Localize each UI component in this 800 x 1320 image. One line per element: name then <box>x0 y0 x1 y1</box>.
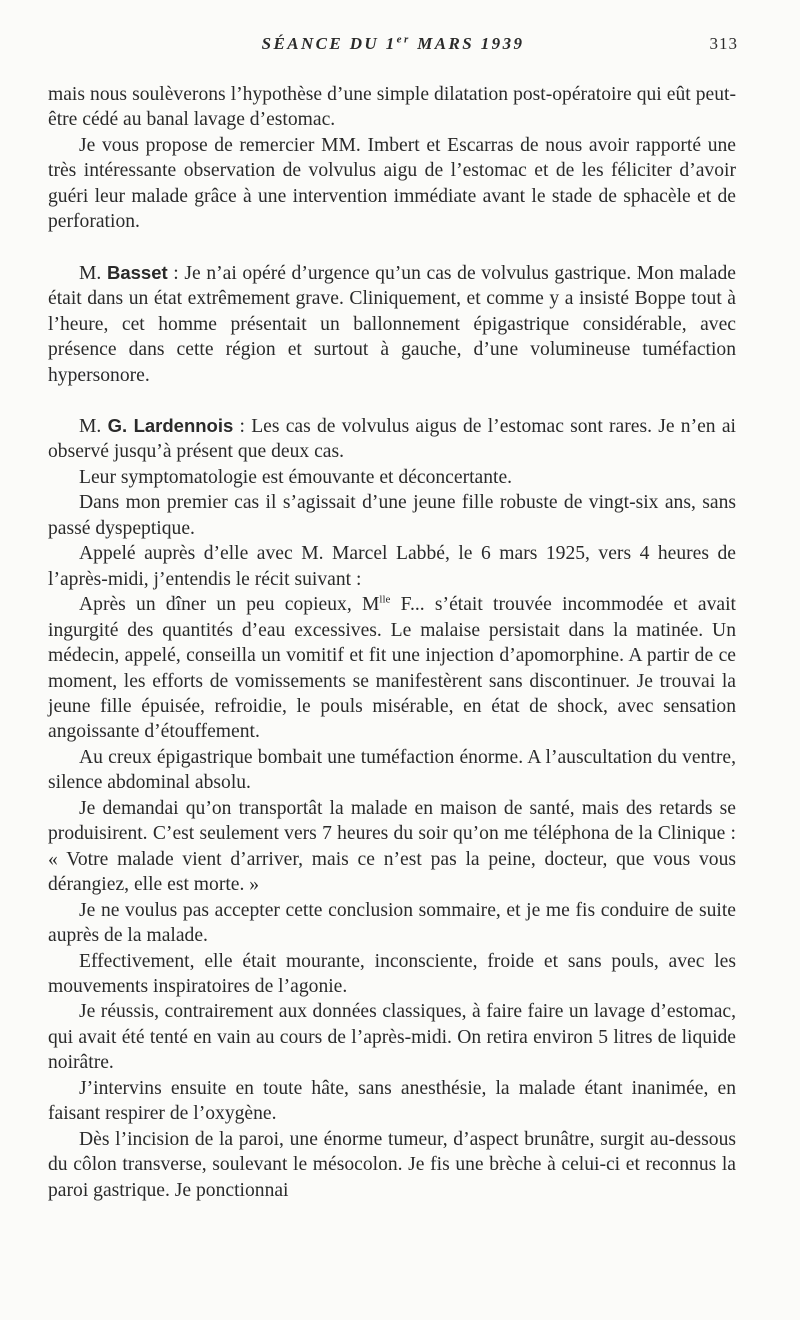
running-title: SÉANCE DU 1er MARS 1939 <box>261 33 525 53</box>
paragraph: J’intervins ensuite en toute hâte, sans anesthésie, la malade étant inanimée, en faisant respirer de l’oxygène. <box>48 1077 736 1125</box>
paragraph: Dès l’incision de la paroi, une énorme tumeur, d’aspect brunâtre, surgit au-dessous du côlon transverse, soulevant le mésocolon. Je fis une brèche à celui-ci et reconnus la paroi gastrique. Je ponctionnai <box>48 1128 736 1201</box>
paragraph: Je demandai qu’on transportât la malade en maison de santé, mais des retards se produisirent. C’est seulement vers 7 heures du soir qu’on me téléphona de la Clinique : « Votre malade vient d’arriver, mais ce n’est pas la peine, docteur, que vous vous dérangiez, elle est morte. » <box>48 797 736 896</box>
paragraph: Au creux épigastrique bombait une tuméfaction énorme. A l’auscultation du ventre, silence abdominal absolu. <box>48 746 736 794</box>
paragraph-basset: M. Basset : Je n’ai opéré d’urgence qu’un cas de volvulus gastrique. Mon malade était dans un état extrêmement grave. Cliniquement, et comme y a insisté Boppe tout à l’heure, cet homme présentait un ballonnement épigastrique considérable, avec présence dans cette région et surtout à gauche, d’une volumineuse tuméfaction hypersonore. <box>48 261 736 386</box>
paragraph: Effectivement, elle était mourante, inconsciente, froide et sans pouls, avec les mouvements inspiratoires de l’agonie. <box>48 950 736 997</box>
paragraph: Je vous propose de remercier MM. Imbert et Escarras de nous avoir rapporté une très intéressante observation de volvulus aigu de l’estomac et de les féliciter d’avoir guéri leur malade grâce à une intervention immédiate avant le stade de sphacèle et de perforation. <box>48 134 736 233</box>
paragraph: Dans mon premier cas il s’agissait d’une jeune fille robuste de vingt-six ans, sans passé dyspeptique. <box>48 492 736 539</box>
speaker-name: Basset <box>106 261 168 283</box>
paragraph: Leur symptomatologie est émouvante et déconcertante. <box>79 466 513 488</box>
paragraph: Après un dîner un peu copieux, $M^{lle}$ F... s’était trouvée incommodée et avait ingurgité des quantités d’eau excessives. Le malaise persistait dans la matinée. Un médecin, appelé, conseilla un vomitif et fit une injection d’apomorphine. A partir de ce moment, les efforts de vomissements se manifestèrent sans discontinuer. Je trouvai la jeune fille épuisée, refroidie, le pouls misérable, en état de shock, avec sensation angoissante d’étouffement. <box>48 593 736 743</box>
speaker-name: G. Lardennois <box>107 414 234 436</box>
page-header <box>48 34 738 60</box>
paragraph-lardennois: M. G. Lardennois : Les cas de volvulus aigus de l’estomac sont rares. Je n’en ai observé jusqu’à présent que deux cas. <box>48 414 736 463</box>
paragraph: Je réussis, contrairement aux données classiques, à faire faire un lavage d’estomac, qui avait été tenté en vain au cours de l’après-midi. On retira environ 5 litres de liquide noirâtre. <box>48 1001 736 1074</box>
paragraph: Je ne voulus pas accepter cette conclusion sommaire, et je me fis conduire de suite auprès de la malade. <box>48 899 736 947</box>
paragraph: mais nous soulèverons l’hypothèse d’une simple dilatation post-opératoire qui eût peut-être cédé au banal lavage d’estomac. <box>48 84 736 131</box>
page-number: 313 <box>709 34 738 53</box>
page-body <box>48 82 736 1203</box>
paragraph: Appelé auprès d’elle avec M. Marcel Labbé, le 6 mars 1925, vers 4 heures de l’après-midi, j’entendis le récit suivant : <box>48 543 736 590</box>
